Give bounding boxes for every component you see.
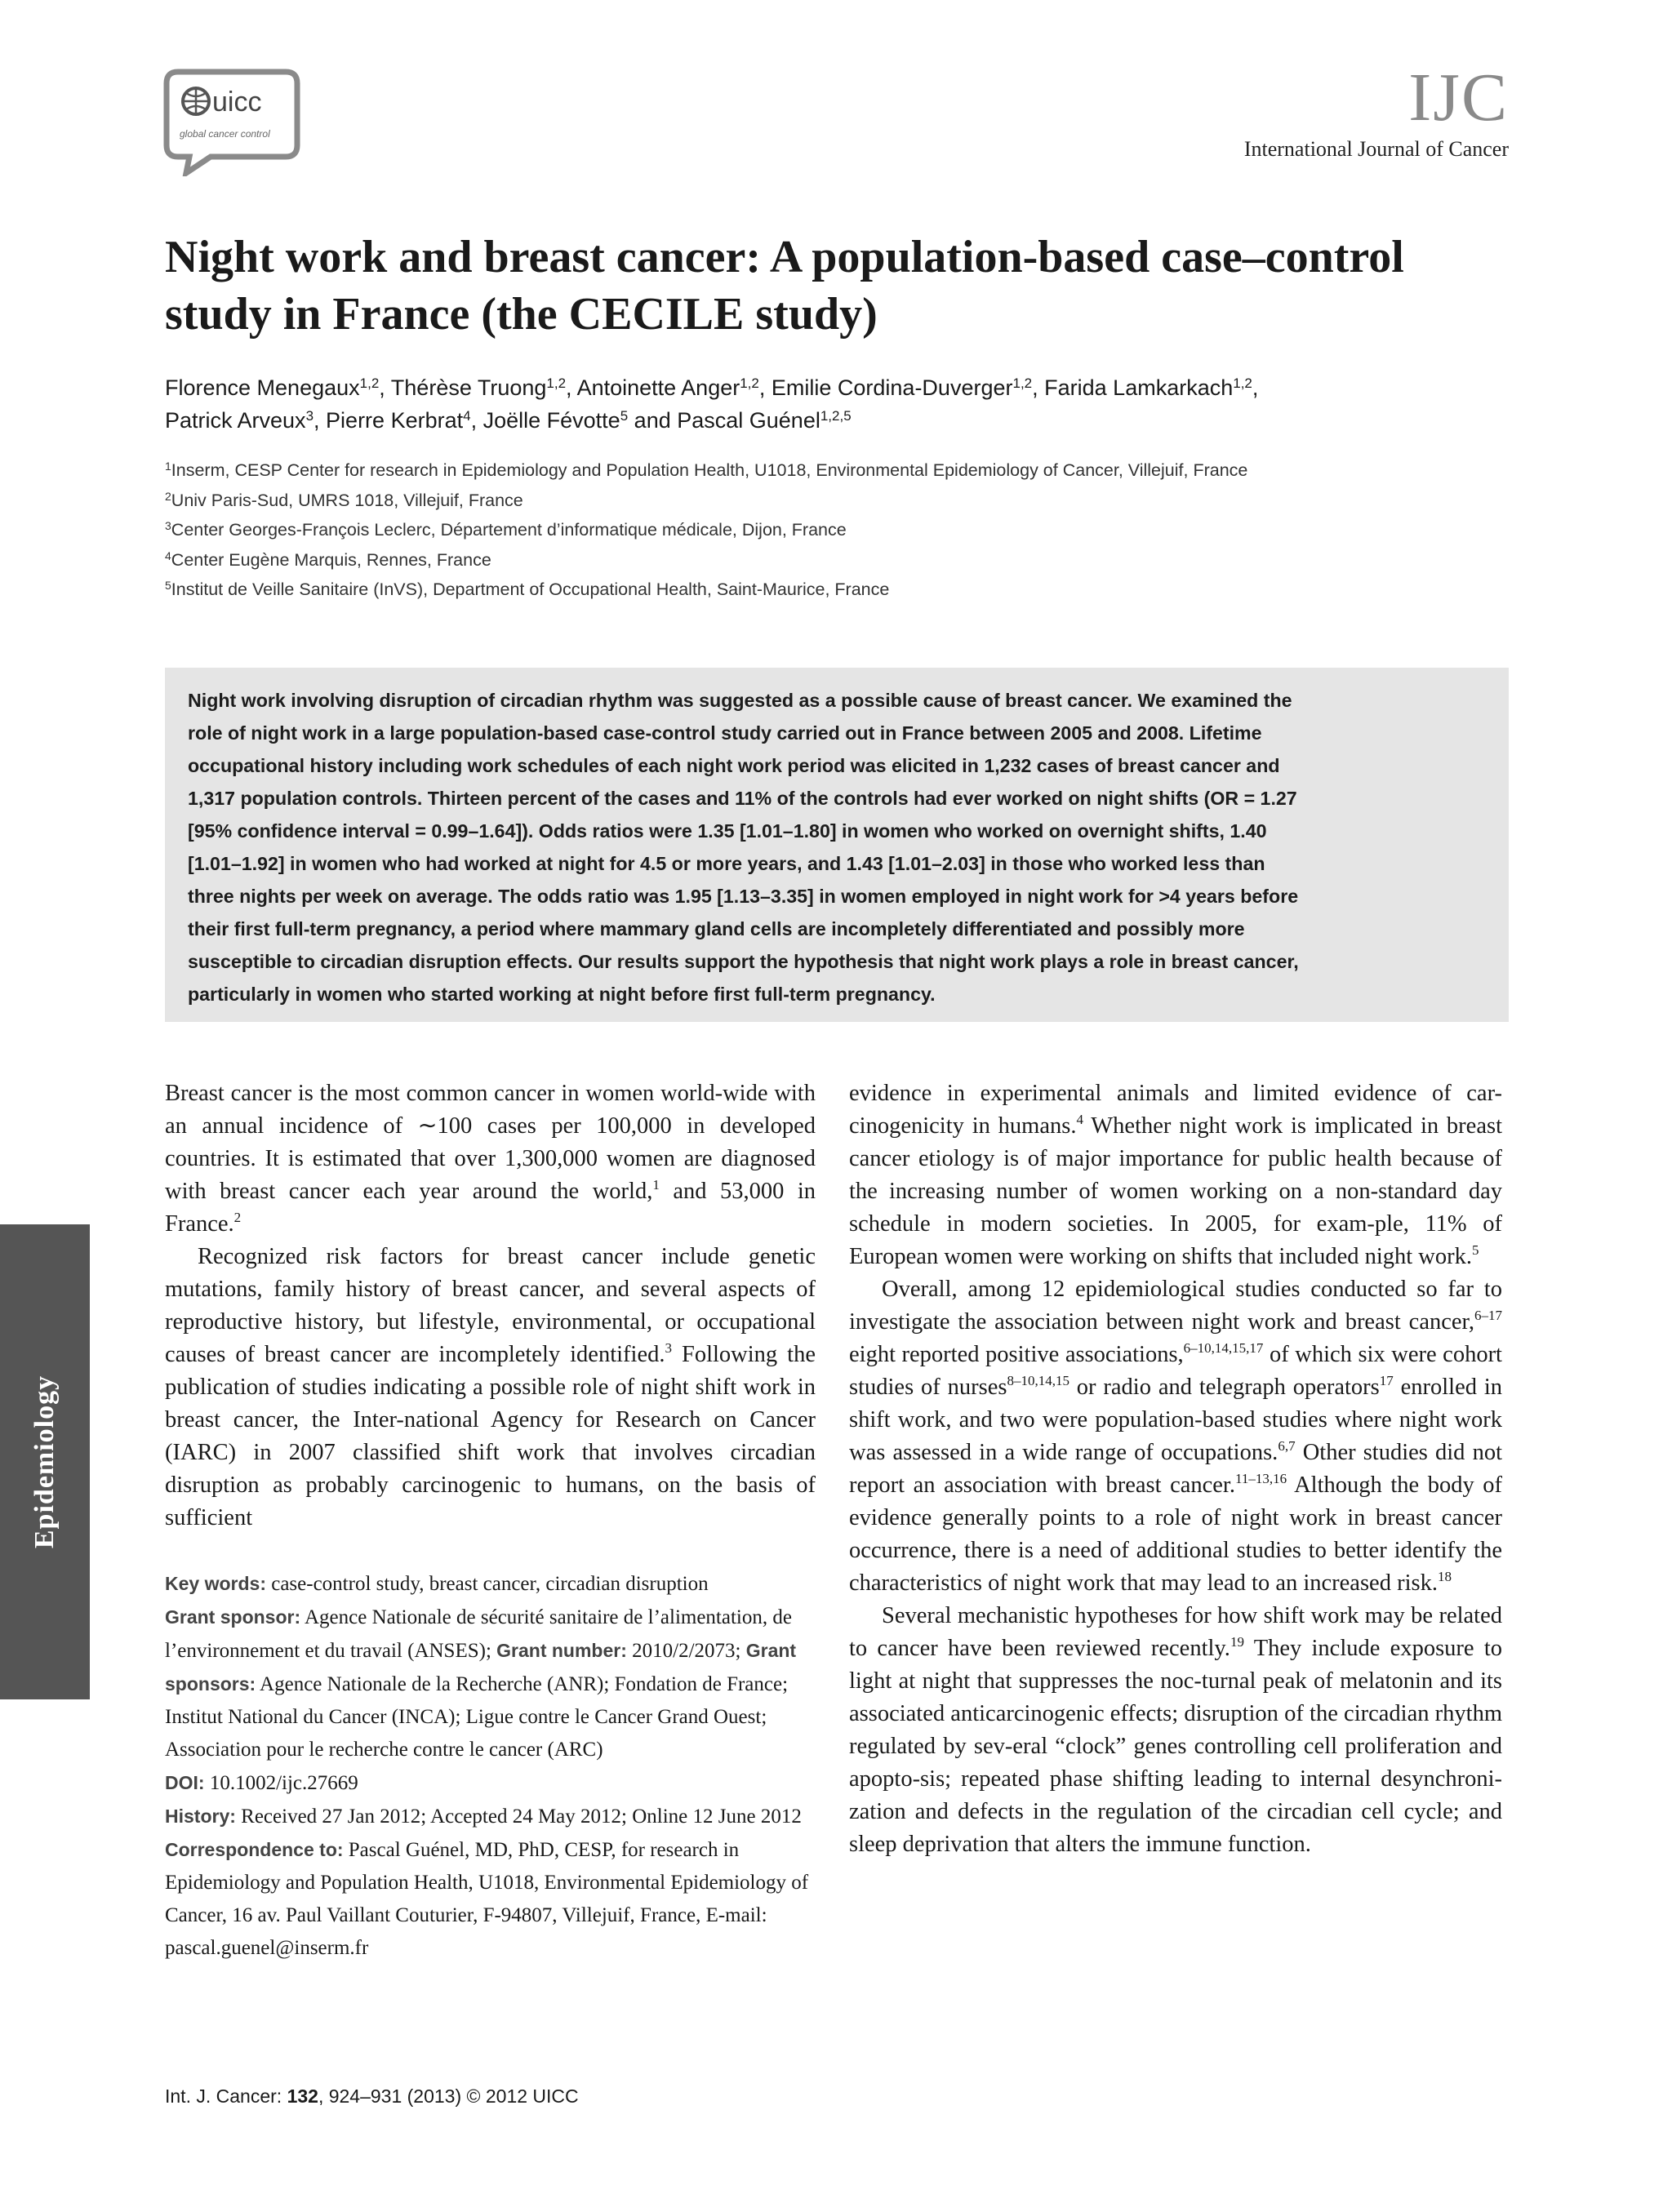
abstract-line: [1.01–1.92] in women who had worked at night for 4.5 or more years, and 1.43 [1.01–2.03] in those who worked less than [188,853,1265,874]
body-text: of which six were cohort studies of nurses [849,1342,1502,1400]
grant-number-value: 2010/2/2073; [626,1640,746,1662]
abstract-line: occupational history including work schedules of each night work period was elicited in 1,232 cases of breast cancer and [188,755,1280,776]
body-text: and 53,000 in France. [165,1179,816,1237]
body-column-right [849,1077,1502,1861]
body-text: Other studies did not report an association with breast cancer. [849,1440,1502,1498]
affiliation-item [165,486,1512,516]
affiliation-text: Inserm, CESP Center for research in Epidemiology and Population Health, U1018, Environmental Epidemiology of Cancer, Villejuif, France [171,460,1248,480]
affiliation-item [165,515,1512,545]
author-name: Patrick Arveux [165,408,306,433]
citation-ref: 3 [665,1340,672,1356]
abstract-line: role of night work in a large population-based case-control study carried out in France between 2005 and 2008. Lifetime [188,722,1262,744]
author-affil-ref: 1,2,5 [820,408,852,424]
citation-ref: 6,7 [1278,1438,1296,1454]
author-separator: , [758,375,772,400]
section-side-tab-label: Epidemiology [29,1375,60,1549]
body-text: eight reported positive associations, [849,1342,1184,1367]
body-paragraph [849,1077,1502,1273]
affiliation-text: Univ Paris-Sud, UMRS 1018, Villejuif, France [171,490,523,510]
body-text: Whether night work is implicated in breast cancer etiology is of major importance for public health because of the increasing number of women working on a non-standard day schedule in modern societies. In 2005, for exam-ple, 11% of European women were working on shifts that included night work. [849,1113,1502,1269]
grant-number-label: Grant number: [496,1640,627,1661]
body-column-left [165,1077,816,1535]
author-name: Farida Lamkarkach [1044,375,1234,400]
author-affil-ref: 4 [463,408,471,424]
affiliation-number: 3 [165,519,171,532]
footer-journal: Int. J. Cancer: [165,2085,287,2107]
grant-info [165,1601,810,1766]
abstract-line: [95% confidence interval = 0.99–1.64]). Odds ratios were 1.35 [1.01–1.80] in women who worked on overnight shifts, 1.40 [188,820,1267,842]
author-separator: , [470,408,483,433]
author-name: Pascal Guénel [677,408,820,433]
affiliation-number: 5 [165,579,171,592]
grant-sponsor-label: Grant sponsor: [165,1606,301,1628]
author-affil-ref: 1,2 [546,375,567,391]
author-name: Florence Menegaux [165,375,360,400]
author-name: Emilie Cordina-Duverger [771,375,1013,400]
grant-sponsor-value: Agence Nationale de sécurité sanitaire de l’alimentation, de l’environnement et du travail (ANSES); [165,1606,792,1662]
author-affil-ref: 1,2 [359,375,380,391]
affiliation-number: 4 [165,549,171,562]
history [165,1800,810,1833]
keywords-value: case-control study, breast cancer, circadian disruption [265,1573,709,1595]
correspondence-value: Pascal Guénel, MD, PhD, CESP, for research in Epidemiology and Population Health, U1018, Environmental Epidemiology of Cancer, 16 av. Paul Vaillant Couturier, F-94807, Villejuif, France, E-mail: pascal.guenel@inserm.fr [165,1839,809,1959]
affiliation-item [165,575,1512,605]
citation-ref: 19 [1230,1634,1244,1650]
abstract-line: three nights per week on average. The odds ratio was 1.95 [1.13–3.35] in women employed in night work for >4 years before [188,886,1299,907]
author-name: Pierre Kerbrat [326,408,464,433]
citation-ref: 5 [1472,1242,1479,1258]
affiliation-text: Institut de Veille Sanitaire (InVS), Department of Occupational Health, Saint-Maurice, France [171,580,890,599]
page-footer [165,2085,579,2108]
footer-volume: 132 [287,2085,318,2107]
body-text: Overall, among 12 epidemiological studies conducted so far to investigate the association between night work and breast cancer, [849,1277,1502,1335]
author-separator: , [379,375,391,400]
history-value: Received 27 Jan 2012; Accepted 24 May 2012; Online 12 June 2012 [235,1806,802,1828]
author-name: Joëlle Févotte [482,408,620,433]
affiliation-item [165,545,1512,575]
body-paragraph [165,1077,816,1241]
affiliation-text: Center Eugène Marquis, Rennes, France [171,549,491,570]
citation-ref: 6–17 [1474,1308,1502,1323]
author-affil-ref: 1,2 [1012,375,1033,391]
journal-abbr: IJC [1408,60,1509,135]
citation-ref: 1 [652,1177,660,1193]
body-text: Although the body of evidence generally points to a role of night work in breast cancer occurrence, there is a need of additional studies to better identify the characteristics of night work that may lead to an increased risk. [849,1472,1502,1596]
author-line-2 [165,404,1512,437]
logo-tagline: global cancer control [180,128,270,140]
author-name: Antoinette Anger [576,375,740,400]
keywords [165,1567,810,1601]
section-side-tab [0,1224,90,1699]
affiliation-item [165,455,1512,486]
grant-sponsors-label: Grant sponsors: [165,1640,797,1695]
citation-ref: 6–10,14,15,17 [1183,1340,1264,1356]
article-title: Night work and breast cancer: A population-based case–control study in France (the CECILE study) [165,232,1404,340]
abstract-line: their first full-term pregnancy, a period where mammary gland cells are incompletely differentiated and possibly more [188,918,1245,939]
author-separator: , [314,408,327,433]
citation-ref: 17 [1379,1373,1394,1388]
author-name: Thérèse Truong [390,375,547,400]
citation-ref: 8–10,14,15 [1007,1373,1069,1388]
affiliation-text: Center Georges-François Leclerc, Département d’informatique médicale, Dijon, France [171,520,847,540]
body-paragraph [165,1241,816,1535]
uicc-logo [162,67,302,176]
citation-ref: 2 [233,1210,242,1225]
body-text: enrolled in shift work, and two were population-based studies where night work was assessed in a wide range of occupations. [849,1375,1503,1465]
citation-ref: 11–13,16 [1234,1471,1287,1486]
author-list [165,371,1512,437]
body-text: They include exposure to light at night that suppresses the noc-turnal peak of melatonin and its associated anticarcinogenic effects; disruption of the circadian rhythm regulated by sev-eral “clock” genes controlling cell proliferation and apopto-sis; repeated phase shifting leading to internal desynchroni-zation and defects in the regulation of the circadian cell cycle; and sleep deprivation that alters the immune function. [849,1636,1502,1857]
author-affil-ref: 5 [620,408,629,424]
footer-pages: , 924–931 (2013) © 2012 UICC [318,2085,579,2107]
abstract-line: susceptible to circadian disruption effects. Our results support the hypothesis that night work plays a role in breast cancer, [188,951,1299,972]
journal-name: International Journal of Cancer [1243,137,1509,161]
abstract-line: Night work involving disruption of circadian rhythm was suggested as a possible cause of breast cancer. We examined the [188,690,1292,711]
grant-sponsors-value: Agence Nationale de la Recherche (ANR); Fondation de France; Institut National du Cancer (INCA); Ligue contre le Cancer Grand Ouest; Association pour le recherche contre le cancer (ARC) [165,1673,789,1761]
author-affil-ref: 3 [305,408,314,424]
body-paragraph [849,1600,1502,1861]
author-affil-ref: 1,2 [740,375,759,391]
history-label: History: [165,1806,236,1827]
doi-value[interactable]: 10.1002/ijc.27669 [204,1772,358,1794]
body-text: Several mechanistic hypotheses for how shift work may be related to cancer have been reviewed recently. [849,1603,1502,1661]
correspondence [165,1833,810,1965]
affiliation-number: 1 [165,460,171,473]
article-metadata [165,1567,810,1965]
keywords-label: Key words: [165,1573,266,1594]
logo-wordmark: uicc [212,87,262,118]
doi-label: DOI: [165,1772,205,1793]
author-separator: , [1252,375,1259,400]
author-affil-ref: 1,2 [1233,375,1252,391]
body-text: Recognized risk factors for breast cancer include genetic mutations, family history of breast cancer, and several aspects of reproductive history, but lifestyle, environmental, or occupational causes of breast cancer are incompletely identified. [165,1244,816,1367]
abstract-text [188,684,1494,1011]
abstract-line: 1,317 population controls. Thirteen percent of the cases and 11% of the controls had ever worked on night shifts (OR = 1.27 [188,788,1297,809]
author-separator: , [1032,375,1045,400]
body-text: Following the publication of studies indicating a possible role of night shift work in breast cancer, the Inter-national Agency for Research on Cancer (IARC) in 2007 classified shift work that involves circadian disruption as probably carcinogenic to humans, on the basis of sufficient [165,1342,816,1530]
citation-ref: 18 [1437,1569,1452,1584]
body-paragraph [849,1273,1502,1600]
citation-ref: 4 [1076,1112,1083,1127]
journal-header [1243,60,1509,162]
doi [165,1766,810,1800]
body-text: Breast cancer is the most common cancer in women world-wide with an annual incidence of ∼100 cases per 100,000 in developed countries. It is estimated that over 1,300,000 women are diagnosed with breast cancer each year around the world, [165,1081,816,1204]
abstract-line: particularly in women who started working at night before first full-term pregnancy. [188,984,936,1005]
affiliation-number: 2 [165,489,171,503]
author-line-1 [165,371,1512,404]
affiliation-list [165,455,1512,605]
abstract-box [165,668,1509,1022]
body-text: or radio and telegraph operators [1069,1375,1380,1400]
correspondence-label: Correspondence to: [165,1839,344,1860]
author-separator: and [628,408,678,433]
body-text: evidence in experimental animals and limited evidence of car-cinogenicity in humans. [849,1081,1502,1139]
author-separator: , [566,375,577,400]
